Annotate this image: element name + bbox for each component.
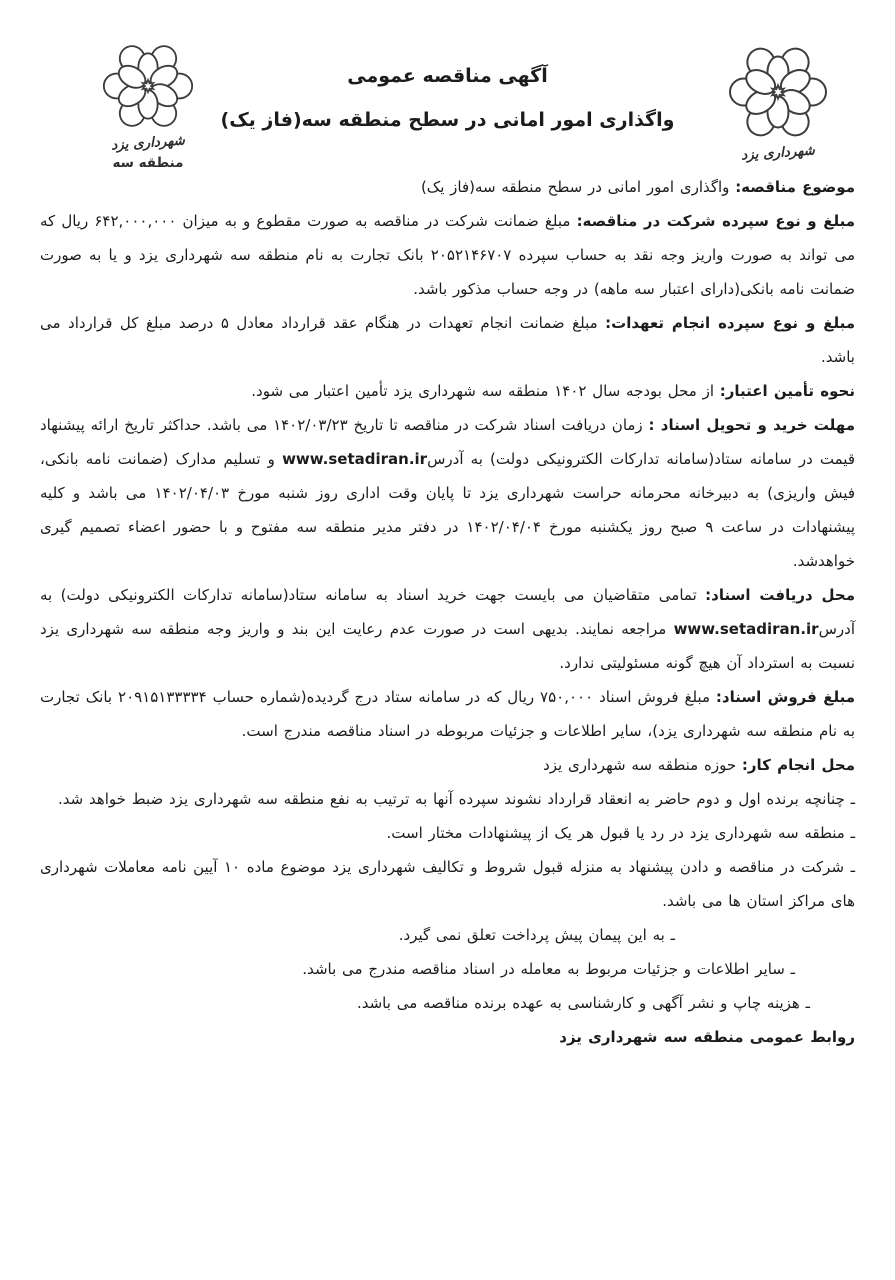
paragraph-document-price: [40, 680, 855, 748]
paragraph-label: موضوع مناقصه:: [735, 178, 855, 196]
page-subtitle: واگذاری امور امانی در سطح منطقه سه(فاز یک): [220, 109, 675, 131]
paragraph-text: مراجعه نمایند. بدیهی است در صورت عدم رعایت این بند و واریز وجه منطقه سه شهرداری یزد نسبت به استرداد آن هیچ گونه مسئولیتی ندارد.: [40, 620, 855, 672]
note-publication-costs: ـ هزینه چاپ و نشر آگهی و کارشناسی به عهده برنده مناقصه می باشد.: [356, 994, 810, 1012]
logo-calligraphy: شهرداری یزد: [740, 142, 816, 164]
website-url: www.setadiran.ir: [673, 620, 819, 638]
paragraph-label: محل انجام کار:: [741, 756, 855, 774]
note-other-details: ـ سایر اطلاعات و جزئیات مربوط به معامله در اسناد مناقصه مندرج می باشد.: [302, 960, 795, 978]
paragraph-text: مبلغ فروش اسناد ۷۵۰,۰۰۰ ریال که در سامانه ستاد درج گردیده(شماره حساب ۲۰۹۱۵۱۳۳۳۳۴ بانک تجارت به نام منطقه سه شهرداری یزد)، سایر اطلاعات و جزئیات مربوطه در اسناد مناقصه مندرج است.: [40, 688, 855, 740]
paragraph-label: مبلغ و نوع سپرده شرکت در مناقصه:: [576, 212, 855, 230]
paragraph-bid-deposit: [40, 204, 855, 306]
municipality-logo-right: [694, 42, 862, 164]
flower-emblem-icon: [102, 40, 194, 132]
notice-body: [40, 170, 855, 1054]
note-winners-forfeit: ـ چنانچه برنده اول و دوم حاضر به انعقاد قرارداد نشوند سپرده آنها به ترتیب به نفع منطقه سه شهرداری یزد ضبط خواهد شد.: [58, 790, 855, 808]
paragraph-label: مبلغ فروش اسناد:: [715, 688, 855, 706]
note-acceptance-of-terms: ـ شرکت در مناقصه و دادن پیشنهاد به منزله قبول شروط و تکالیف شهرداری یزد موضوع ماده ۱۰ آیین نامه معاملات شهرداری های مراکز استان ها می باشد.: [40, 858, 856, 910]
logo-calligraphy: شهرداری یزد: [110, 132, 186, 154]
paragraph-text: زمان دریافت اسناد شرکت در مناقصه تا تاریخ ۱۴۰۲/۰۳/۲۳ می باشد. حداکثر تاریخ ارائه پیشنهاد قیمت در سامانه ستاد(سامانه تدارکات الکترونیکی دولت) به آدرس: [40, 416, 856, 468]
district-label: منطقه سه: [112, 155, 184, 171]
header-titles: [220, 62, 675, 134]
paragraph-deadlines: [40, 408, 855, 578]
paragraph-text: مبلغ ضمانت انجام تعهدات در هنگام عقد قرارداد معادل ۵ درصد مبلغ کل قرارداد می باشد.: [40, 314, 855, 366]
municipality-logo-left: [74, 40, 222, 171]
flower-emblem-icon: [728, 42, 828, 142]
paragraph-text: مبلغ ضمانت شرکت در مناقصه به صورت مقطوع و به میزان ۶۴۲,۰۰۰,۰۰۰ ریال که می تواند به صورت واریز وجه نقد به حساب سپرده ۲۰۵۲۱۴۶۷۰۷ بانک تجارت به نام منطقه سه شهرداری یزد و یا به صورت ضمانت نامه بانکی(دارای اعتبار سه ماهه) در وجه حساب مذکور باشد.: [40, 212, 855, 298]
paragraph-subject: [40, 170, 855, 204]
paragraph-text: واگذاری امور امانی در سطح منطقه سه(فاز یک): [420, 178, 736, 196]
paragraph-text: حوزه منطقه سه شهرداری یزد: [543, 756, 742, 774]
paragraph-label: محل دریافت اسناد:: [705, 586, 856, 604]
website-url: www.setadiran.ir: [282, 450, 428, 468]
note-no-advance-payment: ـ به این پیمان پیش پرداخت تعلق نمی گیرد.: [398, 926, 675, 944]
note-right-to-reject: ـ منطقه سه شهرداری یزد در رد یا قبول هر یک از پیشنهادات مختار است.: [386, 824, 855, 842]
signature: روابط عمومی منطقه سه شهرداری یزد: [559, 1028, 855, 1046]
paragraph-text: از محل بودجه سال ۱۴۰۲ منطقه سه شهرداری یزد تأمین اعتبار می شود.: [251, 382, 720, 400]
page-title: آگهی مناقصه عمومی: [347, 65, 548, 87]
paragraph-text: و تسلیم مدارک (ضمانت نامه بانکی، فیش واریزی) به دبیرخانه محرمانه حراست شهرداری یزد تا پایان وقت اداری روز شنبه مورخ ۱۴۰۲/۰۴/۰۳ می باشد و کلیه پیشنهادات در ساعت ۹ صبح روز یکشنبه مورخ ۱۴۰۲/۰۴/۰۴ در دفتر مدیر منطقه سه مفتوح و با حضور اعضاء تصمیم گیری خواهدشد.: [40, 450, 856, 570]
paragraph-label: مبلغ و نوع سپرده انجام تعهدات:: [605, 314, 855, 332]
paragraph-text: تمامی متقاضیان می بایست جهت خرید اسناد به سامانه ستاد(سامانه تدارکات الکترونیکی دولت) به آدرس: [40, 586, 855, 638]
paragraph-label: مهلت خرید و تحویل اسناد :: [648, 416, 855, 434]
paragraph-work-location: [40, 748, 855, 782]
paragraph-document-location: [40, 578, 855, 680]
paragraph-label: نحوه تأمین اعتبار:: [719, 382, 855, 400]
paragraph-performance-bond: [40, 306, 855, 374]
paragraph-funding-source: [40, 374, 855, 408]
